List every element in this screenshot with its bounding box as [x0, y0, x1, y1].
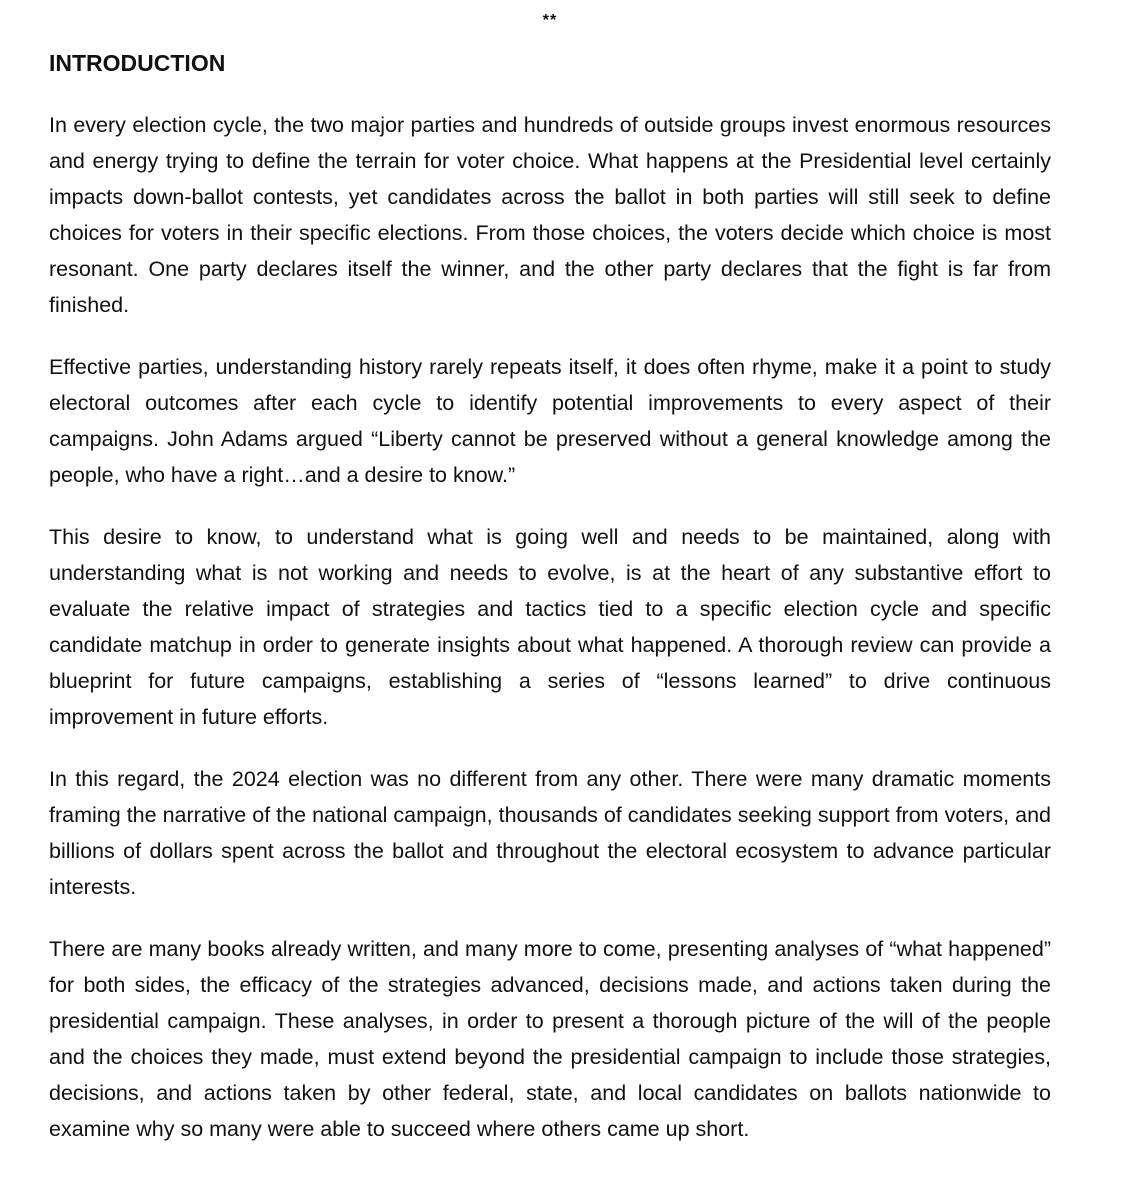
- section-heading: INTRODUCTION: [49, 50, 226, 76]
- paragraph-4: In this regard, the 2024 election was no different from any other. There were many dramatic moments framing the narrative of the national campaign, thousands of candidates seeking support from voters, and billions of dollars spent across the ballot and throughout the electoral ecosystem to advance particular interests.: [49, 767, 1051, 899]
- page-marker: **: [542, 12, 558, 29]
- paragraph-5: There are many books already written, and many more to come, presenting analyses of “what happened” for both sides, the efficacy of the strategies advanced, decisions made, and actions taken during the presidential campaign. These analyses, in order to present a thorough picture of the will of the people and the choices they made, must extend beyond the presidential campaign to include those strategies, decisions, and actions taken by other federal, state, and local candidates on ballots nationwide to examine why so many were able to succeed where others came up short.: [49, 937, 1051, 1141]
- paragraph-3: This desire to know, to understand what is going well and needs to be maintained, along with understanding what is not working and needs to evolve, is at the heart of any substantive effort to evaluate the relative impact of strategies and tactics tied to a specific election cycle and specific candidate matchup in order to generate insights about what happened. A thorough review can provide a blueprint for future campaigns, establishing a series of “lessons learned” to drive continuous improvement in future efforts.: [49, 525, 1051, 729]
- paragraph-2: Effective parties, understanding history rarely repeats itself, it does often rhyme, make it a point to study electoral outcomes after each cycle to identify potential improvements to every aspect of their campaigns. John Adams argued “Liberty cannot be preserved without a general knowledge among the people, who have a right…and a desire to know.”: [49, 355, 1051, 487]
- paragraph-1: In every election cycle, the two major parties and hundreds of outside groups invest enormous resources and energy trying to define the terrain for voter choice. What happens at the Presidential level certainly impacts down-ballot contests, yet candidates across the ballot in both parties will still seek to define choices for voters in their specific elections. From those choices, the voters decide which choice is most resonant. One party declares itself the winner, and the other party declares that the fight is far from finished.: [49, 113, 1051, 317]
